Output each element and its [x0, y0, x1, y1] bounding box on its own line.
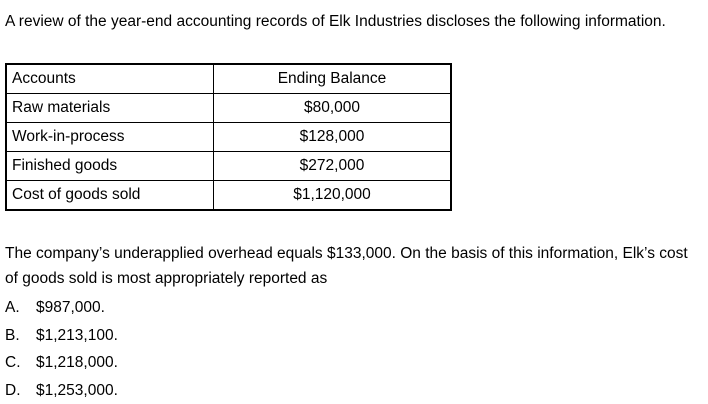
balance-cell: $1,120,000: [214, 181, 452, 211]
answer-option-b[interactable]: [5, 322, 118, 350]
answer-option-c[interactable]: [5, 349, 118, 377]
balance-cell: $272,000: [214, 152, 452, 181]
intro-paragraph: A review of the year-end accounting records of Elk Industries discloses the following information.: [5, 9, 695, 34]
account-name-cell: Raw materials: [6, 94, 214, 123]
table-row: [6, 181, 451, 211]
balance-cell: $80,000: [214, 94, 452, 123]
table-header-row: [6, 64, 451, 94]
option-letter: B.: [5, 322, 36, 350]
ending-balance-table: [5, 63, 452, 211]
answer-options-list: [5, 294, 118, 404]
header-accounts: Accounts: [6, 64, 214, 94]
header-ending-balance: Ending Balance: [214, 64, 452, 94]
option-text: $1,218,000.: [36, 354, 118, 371]
table-row: [6, 123, 451, 152]
answer-option-d[interactable]: [5, 377, 118, 404]
option-letter: A.: [5, 294, 36, 322]
option-letter: D.: [5, 377, 36, 404]
account-name-cell: Finished goods: [6, 152, 214, 181]
account-name-cell: Cost of goods sold: [6, 181, 214, 211]
table-row: [6, 152, 451, 181]
account-name-cell: Work-in-process: [6, 123, 214, 152]
answer-option-a[interactable]: [5, 294, 118, 322]
option-text: $1,213,100.: [36, 327, 118, 344]
table-row: [6, 94, 451, 123]
balance-cell: $128,000: [214, 123, 452, 152]
option-text: $987,000.: [36, 299, 105, 316]
question-paragraph: The company’s underapplied overhead equals $133,000. On the basis of this information, Elk’s cost of goods sold is most appropriately reported as: [5, 241, 695, 291]
option-letter: C.: [5, 349, 36, 377]
option-text: $1,253,000.: [36, 382, 118, 399]
